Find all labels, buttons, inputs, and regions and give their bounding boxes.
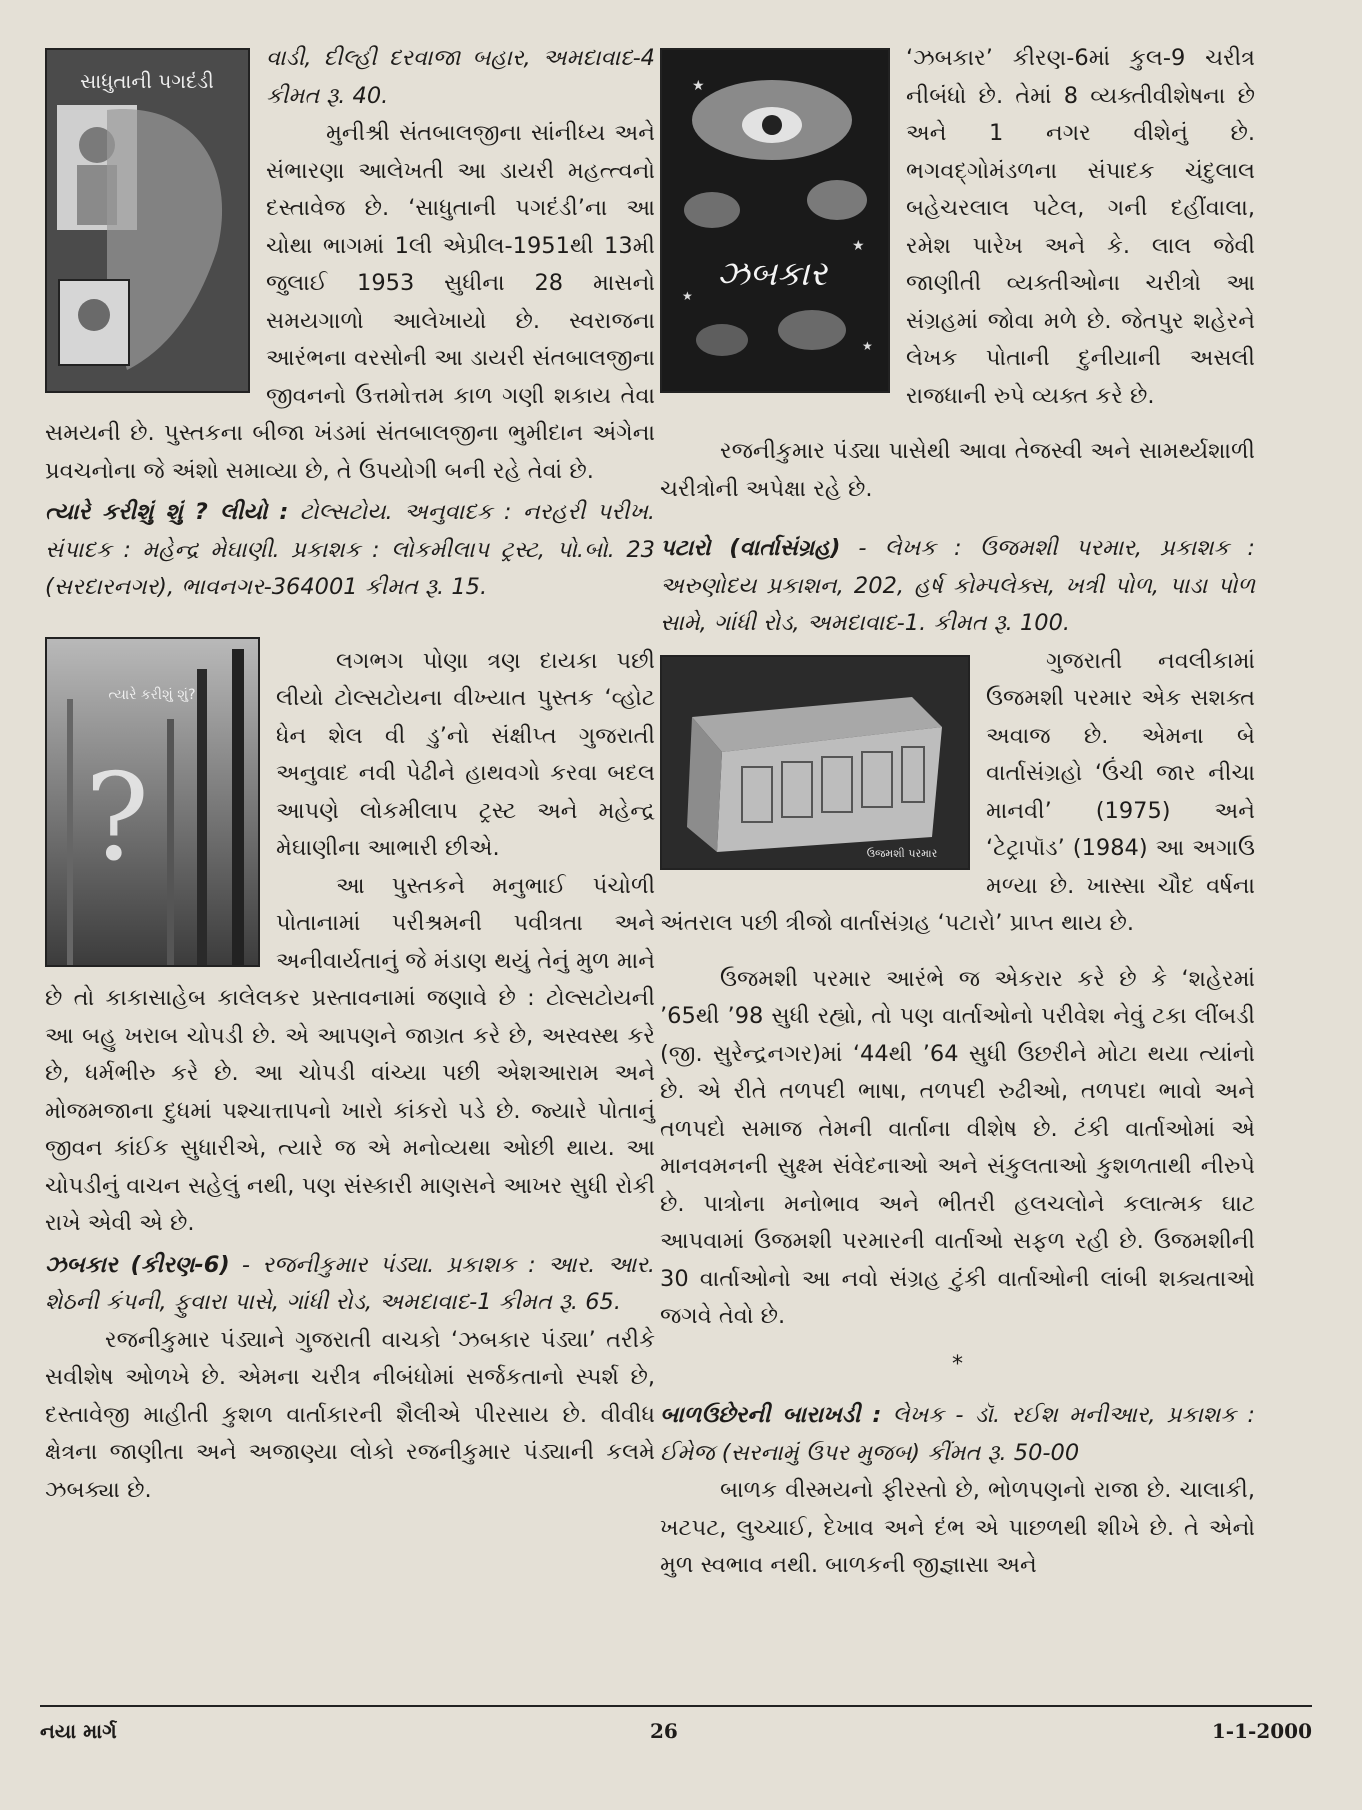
entry4-review-cont: ઉજમશી પરમાર આરંભે જ એકરાર કરે છે કે ‘શહેરમાં ’65થી ’98 સુધી રહ્યો, તો પણ વાર્તાઓનો પરીવેશ નેવું ટકા લીંબડી (જી. સુરેન્દ્રનગર)માં ‘44થી ’64 સુધી ઉછરીને મોટા થયા ત્યાંનો છે. એ રીતે તળપદી ભાષા, તળપદી રુઢીઓ, તળપદા ભાવો અને તળપદો સમાજ તેમની વાર્તાના વીશેષ છે. ટંકી વાર્તાઓમાં એ માનવમનની સુક્ષ્મ સંવેદનાઓ અને સંકુલતાઓ કુશળતાથી નીરુપે છે. પાત્રોના મનોભાવ અને ભીતરી હલચલોને કલાત્મક ઘાટ આપવામાં ઉજમશી પરમારની વાર્તાઓ સફળ રહી છે. ઉજમશીની 30 વાર્તાઓનો આ નવો સંગ્રહ ટુંકી વાર્તાઓની લાંબી શક્યતાઓ જગવે તેવો છે. [660,965,1255,1329]
svg-text:★: ★ [852,238,865,254]
svg-text:★: ★ [692,78,705,94]
entry1-review: મુનીશ્રી સંતબાલજીના સાંનીધ્ય અને સંભારણા આલેખતી આ ડાયરી મહત્ત્વનો દસ્તાવેજ છે. ‘સાધુતાની પગદંડી’ના આ ચોથા ભાગમાં 1લી એપ્રીલ-1951થી 13મી જુલાઈ 1953 સુધીના 28 માસનો સમયગાળો આલેખાયો છે. સ્વરાજના આરંભના વરસોની આ ડાયરી સંતબાલજીના જીવનનો ઉત્તમોત્તમ કાળ ગણી શકાય તેવા સમયની છે. પુસ્તકના બીજા ખંડમાં સંતબાલજીના ભુમીદાન અંગેના પ્રવચનોના જે અંશો સમાવ્યા છે, તે ઉપયોગી બની રહે તેવાં છે. [45,120,655,484]
entry4-title: પટારો (વાર્તાસંગ્રહ) [660,535,841,561]
entry5-review: બાળક વીસ્મયનો ફીરસ્તો છે, ભોળપણનો રાજા છે. ચાલાકી, ખટપટ, લુચ્ચાઈ, દેખાવ અને દંભ એ પાછળથી શીખે છે. તે એનો મુળ સ્વભાવ નથી. બાળકની જીજ્ઞાસા અને [660,1477,1255,1578]
entry3-heading [45,1247,655,1322]
entry2-heading [45,494,655,607]
entry3-publication-info: - રજનીકુમાર પંડ્યા. પ્રકાશક : આર. આર. શેઠની કંપની, ફુવારા પાસે, ગાંધી રોડ, અમદાવાદ-1 કીમત રૂ. 65. [45,1251,656,1315]
entry3-review: રજનીકુમાર પંડ્યાને ગુજરાતી વાચકો ‘ઝબકાર પંડ્યા’ તરીકે સવીશેષ ઓળખે છે. એમના ચરીત્ર નીબંધોમાં સર્જકતાનો સ્પર્શ છે, દસ્તાવેજી માહીતી કુશળ વાર્તાકારની શૈલીએ પીરસાય છે. વીવીધ ક્ષેત્રના જાણીતા અને અજાણ્યા લોકો રજનીકુમાર પંડ્યાની કલમે ઝબક્યા છે. [45,1326,655,1503]
entry4-heading [660,530,1255,643]
page-number: 26 [650,1719,678,1743]
book-cover-zabkar [660,48,890,393]
book-cover-sadhutani-pagdandi [45,48,250,393]
left-column [45,40,655,1509]
cover-author-patar: ઉજમશી પરમાર [866,846,938,860]
entry2-review: લગભગ પોણા ત્રણ દાયકા પછી લીયો ટોલ્સટોયના વીખ્યાત પુસ્તક ‘વ્હોટ ધેન શેલ વી ડુ’નો સંક્ષીપ્ત ગુજરાતી અનુવાદ નવી પેઢીને હાથવગો કરવા બદલ આપણે લોકમીલાપ ટ્રસ્ટ અને મહેન્દ્ર મેઘાણીના આભારી છીએ. [276,647,655,861]
cover-title-zabkar: ઝબકાર [717,254,827,294]
entry3-review-conclusion: રજનીકુમાર પંડ્યા પાસેથી આવા તેજસ્વી અને સામર્થ્યશાળી ચરીત્રોની અપેક્ષા રહે છે. [660,438,1255,502]
cover-title-question: ત્યારે કરીશું શું? [108,686,196,703]
svg-text:?: ? [84,748,150,888]
entry4-review: ગુજરાતી નવલીકામાં ઉજમશી પરમાર એક સશક્ત અવાજ છે. એમના બે વાર્તાસંગ્રહો ‘ઉંચી જાર નીચા માનવી’ (1975) અને ‘ટેટ્રાપૉડ’ (1984) આ અગાઉ મળ્યા છે. ખાસ્સા ચૌદ વર્ષના અંતરાલ પછી ત્રીજો વાર્તાસંગ્રહ ‘પટારો’ પ્રાપ્ત થાય છે. [660,647,1255,936]
entry2-review-cont: આ પુસ્તકને મનુભાઈ પંચોળી પોતાનામાં પરીશ્રમની પવીત્રતા અને અનીવાર્યતાનું જે મંડાણ થયું તેનું મુળ માને છે તો કાકાસાહેબ કાલેલકર પ્રસ્તાવનામાં જણાવે છે : ટોલ્સટોયની આ બહુ ખરાબ ચોપડી છે. એ આપણને જાગ્રત કરે છે, અસ્વસ્થ કરે છે, ધર્મભીરુ કરે છે. આ ચોપડી વાંચ્યા પછી એશઆરામ અને મોજમજાના દુધમાં પશ્ચાત્તાપનો ખારો કાંકરો પડે છે. જ્યારે પોતાનું જીવન કાંઈક સુધારીએ, ત્યારે જ એ મનોવ્યથા ઓછી થાય. આ ચોપડીનું વાચન સહેલું નથી, પણ સંસ્કારી માણસને આખર સુધી રોકી રાખે એવી એ છે. [45,872,655,1236]
entry5-publication-info: લેખક - ડૉ. રઈશ મનીઆર, પ્રકાશક : ઈમેજ (સરનામું ઉપર મુજબ) કીંમત રૂ. 50-00 [660,1402,1255,1466]
magazine-name: નયા માર્ગ [40,1719,117,1743]
section-separator: * [952,1351,963,1377]
entry2-publication-info: ટોલ્સટોય. અનુવાદક : નરહરી પરીખ. સંપાદક : મહેન્દ્ર મેઘાણી. પ્રકાશક : લોકમીલાપ ટ્રસ્ટ, પો.બો. 23 (સરદારનગર), ભાવનગર-364001 કીમત રૂ. 15. [45,499,655,600]
cover-title-sadhuta: સાધુતાની પગદંડી [80,69,214,93]
entry3-review-continued: ‘ઝબકાર’ કીરણ-6માં કુલ-9 ચરીત્ર નીબંધો છે. તેમાં 8 વ્યક્તીવીશેષના છે અને 1 નગર વીશેનું છે. ભગવદ્ગોમંડળના સંપાદક ચંદુલાલ બહેચરલાલ પટેલ, ગની દહીંવાલા, રમેશ પારેખ અને કે. લાલ જેવી જાણીતી વ્યક્તીઓના ચરીત્રો આ સંગ્રહમાં જોવા મળે છે. જેતપુર શહેરને લેખક પોતાની દુનીયાની અસલી રાજધાની રુપે વ્યક્ત કરે છે. [906,45,1255,409]
svg-text:★: ★ [682,289,693,303]
entry3-title: ઝબકાર (કીરણ-6) [45,1251,230,1278]
entry5-heading [660,1397,1255,1472]
page-footer [40,1705,1312,1743]
book-cover-pataro [660,655,970,870]
right-column [660,40,1255,1585]
issue-date: 1-1-2000 [1211,1719,1312,1743]
entry5-title: બાળઉછેરની બારાખડી : [660,1402,882,1428]
book-cover-tyare-karishu-shu [45,637,260,967]
entry4-publication-info: - લેખક : ઉજમશી પરમાર, પ્રકાશક : અરુણોદય પ્રકાશન, 202, હર્ષ કોમ્પલેક્સ, ખત્રી પોળ, પાડા પોળ સામે, ગાંધી રોડ, અમદાવાદ-1. કીમત રૂ. 100. [660,535,1255,636]
entry1-address-continued: વાડી, દીલ્હી દરવાજા બહાર, અમદાવાદ-4 કીમત રૂ. 40. [266,45,655,109]
svg-text:★: ★ [862,339,873,353]
entry2-title: ત્યારે કરીશું શું ? લીયો : [45,499,289,525]
